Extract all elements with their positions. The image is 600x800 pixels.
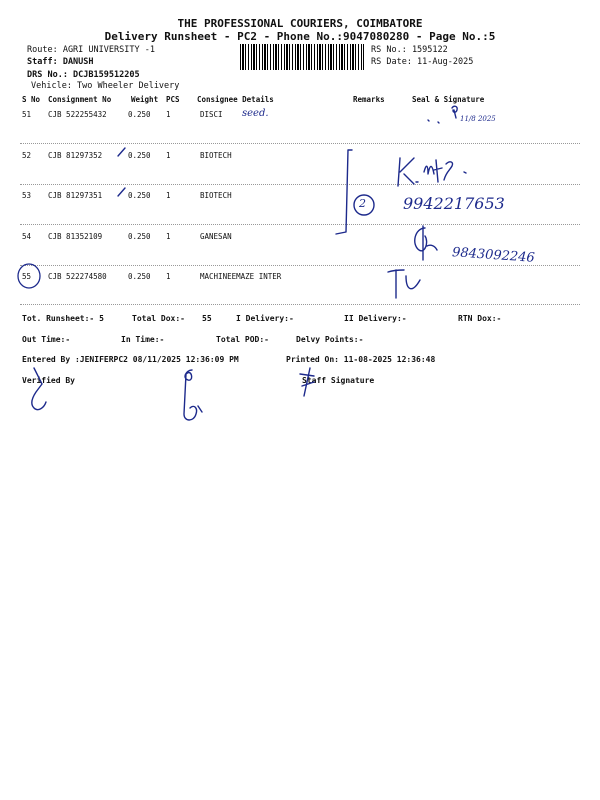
runsheet-subtitle: Delivery Runsheet - PC2 - Phone No.:9047080280 - Page No.:5 xyxy=(104,30,496,43)
table-row-pcs: 1 xyxy=(166,232,171,241)
rs-number: RS No.: 1595122 xyxy=(371,45,448,55)
verified-signature xyxy=(26,364,66,424)
table-row-consignee: BIOTECH xyxy=(200,151,232,160)
row-divider xyxy=(20,143,580,144)
table-row-weight: 0.250 xyxy=(128,272,151,281)
table-row-consignee: BIOTECH xyxy=(200,191,232,200)
middle-signature xyxy=(170,366,210,428)
table-row-consignment: CJB 81297352 xyxy=(48,151,103,160)
table-row-consignment: CJB 81352109 xyxy=(48,232,103,241)
table-row-consignment: CJB 81297351 xyxy=(48,191,103,200)
signature-51 xyxy=(424,104,464,126)
table-row-consignment: CJB 522255432 xyxy=(48,110,107,119)
signature-55 xyxy=(384,262,424,302)
staff-signature-label: Staff Signature xyxy=(302,376,375,385)
phone-number-1: 9942217653 xyxy=(403,194,505,213)
table-row-sno: 55 xyxy=(22,272,32,281)
i-delivery: I Delivery:- xyxy=(236,314,294,323)
vehicle-label: Vehicle: Two Wheeler Delivery xyxy=(31,81,180,91)
table-row-sno: 54 xyxy=(22,232,32,241)
total-dox-value: 55 xyxy=(202,314,212,323)
staff-signature-mark xyxy=(292,364,322,400)
table-row-weight: 0.250 xyxy=(128,110,151,119)
col-signature: Seal & Signature xyxy=(412,95,485,104)
table-row-pcs: 1 xyxy=(166,191,171,200)
circled-number-text: 2 xyxy=(359,197,366,210)
signature-date: 11/8 2025 xyxy=(460,115,496,123)
route-label: Route: AGRI UNIVERSITY -1 xyxy=(27,45,155,55)
row-divider xyxy=(20,184,580,185)
table-row-sno: 51 xyxy=(22,110,32,119)
table-row-consignee: GANESAN xyxy=(200,232,232,241)
table-row-weight: 0.250 xyxy=(128,191,151,200)
staff-label: Staff: DANUSH xyxy=(27,57,94,67)
printed-on: Printed On: 11-08-2025 12:36:48 xyxy=(286,355,436,364)
verified-by-label: Verified By xyxy=(22,376,75,385)
table-row-consignment: CJB 522274580 xyxy=(48,272,107,281)
table-row-sno: 53 xyxy=(22,191,32,200)
col-weight: Weight xyxy=(131,95,159,104)
barcode-image xyxy=(240,44,364,70)
bracket-mark xyxy=(334,146,374,238)
table-row-weight: 0.250 xyxy=(128,232,151,241)
table-row-pcs: 1 xyxy=(166,110,171,119)
rs-date: RS Date: 11-Aug-2025 xyxy=(371,57,474,67)
signature-54 xyxy=(405,222,445,262)
tick-mark xyxy=(116,186,128,198)
table-row-pcs: 1 xyxy=(166,151,171,160)
col-consignee: Consignee Details xyxy=(197,95,274,104)
col-remarks: Remarks xyxy=(353,95,385,104)
table-row-pcs: 1 xyxy=(166,272,171,281)
table-row-consignee: DISCI xyxy=(200,110,223,119)
ii-delivery: II Delivery:- xyxy=(344,314,407,323)
company-title: THE PROFESSIONAL COURIERS, COIMBATORE xyxy=(177,17,423,30)
out-time: Out Time:- xyxy=(22,335,71,344)
row-55-circle-mark xyxy=(16,262,42,290)
table-row-consignee: MACHINEEMAZE INTER xyxy=(200,272,282,281)
table-row-sno: 52 xyxy=(22,151,32,160)
col-pcs: PCS xyxy=(166,95,180,104)
total-dox-label: Total Dox:- xyxy=(132,314,185,323)
row-divider xyxy=(20,224,580,225)
table-row-weight: 0.250 xyxy=(128,151,151,160)
col-sno: S No xyxy=(22,95,41,104)
rtn-dox: RTN Dox:- xyxy=(458,314,502,323)
tick-mark xyxy=(116,146,128,158)
entered-by: Entered By :JENIFERPC2 08/11/2025 12:36:09 PM xyxy=(22,355,239,364)
total-pod: Total POD:- xyxy=(216,335,269,344)
col-consignment: Consignment No xyxy=(48,95,112,104)
drs-number: DRS No.: DCJB159512205 xyxy=(27,70,140,80)
row-divider xyxy=(20,265,580,266)
signature-52-53 xyxy=(394,152,474,192)
in-time: In Time:- xyxy=(121,335,165,344)
row-divider xyxy=(20,304,580,305)
delvy-points: Delvy Points:- xyxy=(296,335,364,344)
handwritten-remark: seed. xyxy=(242,108,269,119)
phone-number-2: 9843092246 xyxy=(451,245,536,266)
tot-runsheet: Tot. Runsheet:- 5 xyxy=(22,314,104,323)
